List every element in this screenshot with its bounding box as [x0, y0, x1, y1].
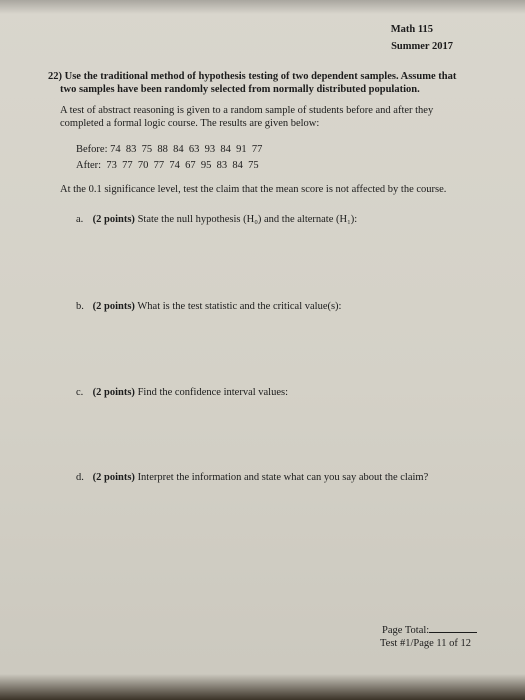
question-line-2: two samples have been randomly selected from normally distributed population.: [60, 84, 420, 95]
course-title: Math 115: [390, 24, 433, 35]
part-b-letter: b.: [76, 301, 84, 312]
top-shadow: [0, 0, 525, 14]
part-a-text: State the null hypothesis (H₀) and the alternate (H₁):: [134, 214, 358, 225]
part-a: [76, 214, 357, 225]
part-a-letter: a.: [76, 214, 84, 225]
page-total: [382, 624, 477, 636]
description-line-1: A test of abstract reasoning is given to a random sample of students before and after they: [60, 105, 434, 116]
part-c: [76, 387, 288, 398]
part-b: [76, 301, 341, 312]
page-number: Test #1/Page 11 of 12: [380, 638, 472, 649]
part-c-letter: c.: [76, 387, 84, 398]
description-line-2: completed a formal logic course. The results are given below:: [60, 118, 320, 129]
page-total-blank: [429, 624, 477, 633]
part-d-text: Interpret the information and state what can you say about the claim?: [134, 472, 429, 483]
part-d: [76, 472, 428, 483]
part-c-points: (2 points): [92, 387, 135, 398]
before-scores: Before: 74 83 75 88 84 63 93 84 91 77: [76, 144, 263, 155]
term-label: Summer 2017: [391, 41, 453, 52]
question-line-1: 22) Use the traditional method of hypothesis testing of two dependent samples. Assume that: [48, 71, 457, 82]
part-d-letter: d.: [76, 472, 84, 483]
part-a-points: (2 points): [92, 214, 135, 225]
page-total-label: Page Total:: [382, 625, 430, 636]
part-c-text: Find the confidence interval values:: [134, 387, 289, 398]
after-scores: After: 73 77 70 77 74 67 95 83 84 75: [76, 160, 259, 171]
part-d-points: (2 points): [92, 472, 135, 483]
part-b-text: What is the test statistic and the critical value(s):: [134, 301, 342, 312]
bottom-shadow: [0, 674, 525, 700]
claim-statement: At the 0.1 significance level, test the claim that the mean score is not affected by the course.: [60, 184, 447, 195]
part-b-points: (2 points): [92, 301, 135, 312]
